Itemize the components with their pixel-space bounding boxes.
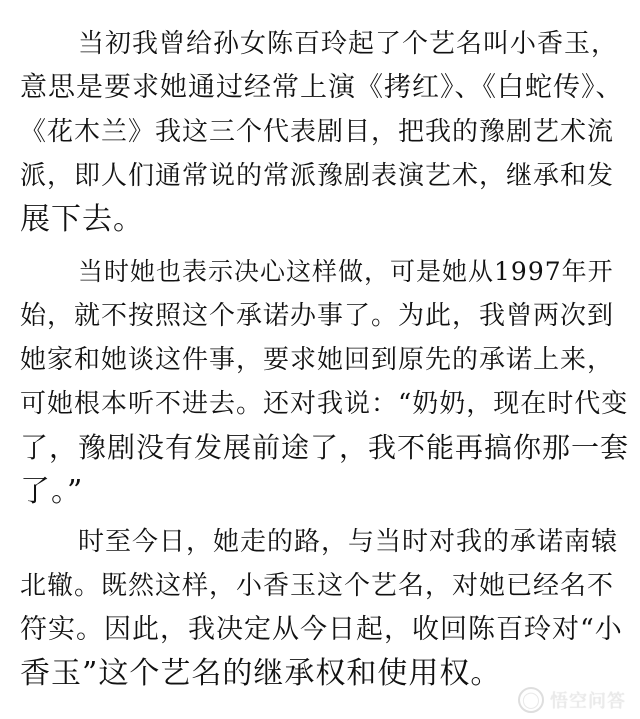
watermark bbox=[518, 687, 626, 713]
text-line: 意思是要求她通过经常上演《拷红》、《白蛇传》、 bbox=[20, 72, 624, 103]
text-line: 当初我曾给孙女陈百玲起了个艺名叫小香玉， bbox=[78, 29, 619, 59]
text-line: 派，即人们通常说的常派豫剧表演艺术，继承和发 bbox=[20, 161, 615, 191]
text-line: 《花木兰》我这三个代表剧目，把我的豫剧艺术流 bbox=[20, 117, 615, 147]
text-line: 了。” bbox=[20, 474, 84, 509]
text-line: 她家和她谈这件事，要求她回到原先的承诺上来， bbox=[20, 345, 615, 375]
text-line: 北辙。既然这样，小香玉这个艺名，对她已经名不 bbox=[20, 571, 615, 601]
text-line: 始，就不按照这个承诺办事了。为此，我曾两次到 bbox=[20, 301, 615, 331]
text-line: 当时她也表示决心这样做，可是她从1997年开 bbox=[78, 257, 614, 286]
text-line: 可她根本听不进去。还对我说：“奶奶，现在时代变 bbox=[20, 389, 629, 419]
text-line: 时至今日，她走的路，与当时对我的承诺南辕 bbox=[78, 527, 619, 557]
wukong-logo-icon: ◯ bbox=[518, 687, 544, 713]
text-line: 展下去。 bbox=[20, 202, 144, 237]
text-line: 了，豫剧没有发展前途了，我不能再搞你那一套 bbox=[20, 431, 630, 464]
text-line: 符实。因此，我决定从今日起，收回陈百玲对“小 bbox=[20, 614, 623, 645]
watermark-text: 悟空问答 bbox=[550, 691, 626, 712]
text-line: 香玉”这个艺名的继承权和使用权。 bbox=[20, 656, 502, 691]
